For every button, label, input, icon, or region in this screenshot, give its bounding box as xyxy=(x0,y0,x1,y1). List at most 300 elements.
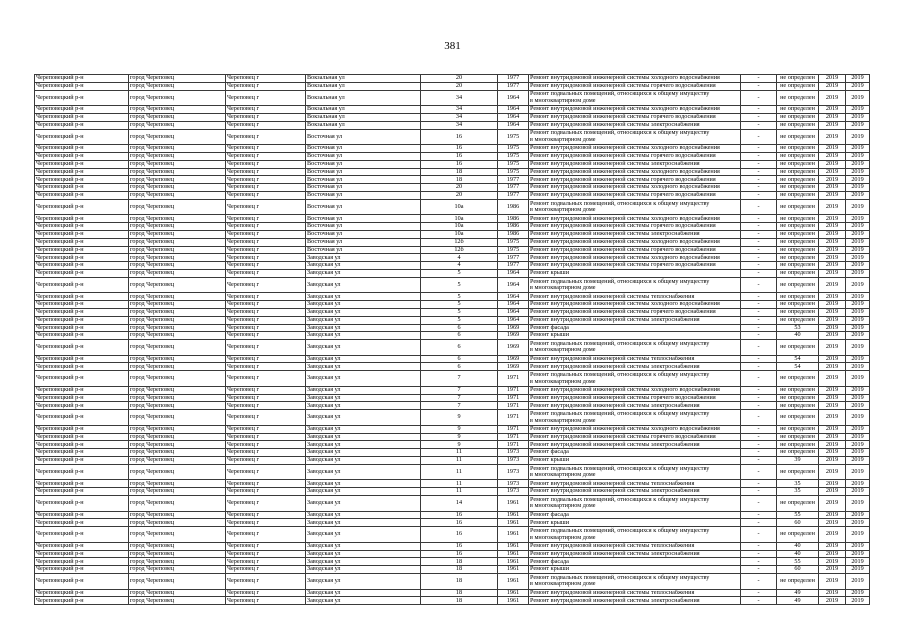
year-to-cell: 2019 xyxy=(846,566,870,573)
street-cell: Восточная ул xyxy=(306,192,421,199)
value-cell: не определен xyxy=(777,223,819,230)
settlement-cell: город Череповец xyxy=(129,363,226,370)
year-from-cell: 2019 xyxy=(819,215,846,222)
house-number-cell: 4 xyxy=(421,254,498,261)
work-description-cell: Ремонт внутридомовой инженерной системы горячего водоснабжения xyxy=(529,247,741,254)
table-row xyxy=(35,278,870,294)
district-cell: Череповецкий р-н xyxy=(35,441,129,448)
work-description-cell: Ремонт внутридомовой инженерной системы холодного водоснабжения xyxy=(529,254,741,261)
work-description-cell: Ремонт фасада xyxy=(529,558,741,565)
house-number-cell: 18 xyxy=(421,597,498,604)
value-cell: не определен xyxy=(777,247,819,254)
street-cell: Заводская ул xyxy=(306,309,421,316)
street-cell: Восточная ул xyxy=(306,231,421,238)
year-from-cell: 2019 xyxy=(819,254,846,261)
locality-cell: Череповец г xyxy=(226,558,306,565)
value-cell: 40 xyxy=(777,332,819,339)
house-number-cell: 7 xyxy=(421,371,498,386)
settlement-cell: город Череповец xyxy=(129,519,226,526)
work-description-cell: Ремонт внутридомовой инженерной системы теплоснабжения xyxy=(529,356,741,363)
year-cell: 1961 xyxy=(498,551,529,558)
year-from-cell: 2019 xyxy=(819,551,846,558)
year-from-cell: 2019 xyxy=(819,457,846,464)
table-row xyxy=(35,75,870,83)
year-to-cell: 2019 xyxy=(846,231,870,238)
house-number-cell: 18 xyxy=(421,169,498,176)
year-to-cell: 2019 xyxy=(846,270,870,277)
table-row xyxy=(35,293,870,301)
house-number-cell: 5 xyxy=(421,317,498,324)
year-cell: 1973 xyxy=(498,457,529,464)
district-cell: Череповецкий р-н xyxy=(35,161,129,168)
work-description-cell: Ремонт фасада xyxy=(529,512,741,519)
year-to-cell: 2019 xyxy=(846,83,870,90)
house-number-cell: 16 xyxy=(421,512,498,519)
street-cell: Заводская ул xyxy=(306,449,421,456)
work-description-cell: Ремонт внутридомовой инженерной системы холодного водоснабжения xyxy=(529,426,741,433)
year-from-cell: 2019 xyxy=(819,91,846,106)
settlement-cell: город Череповец xyxy=(129,254,226,261)
work-description-cell: Ремонт внутридомовой инженерной системы холодного водоснабжения xyxy=(529,239,741,246)
year-cell: 1971 xyxy=(498,387,529,394)
street-cell: Вокзальная ул xyxy=(306,75,421,82)
work-description-cell: Ремонт внутридомовой инженерной системы холодного водоснабжения xyxy=(529,169,741,176)
year-cell: 1961 xyxy=(498,566,529,573)
year-cell: 1977 xyxy=(498,254,529,261)
street-cell: Заводская ул xyxy=(306,410,421,425)
settlement-cell: город Череповец xyxy=(129,83,226,90)
work-description-cell: Ремонт внутридомовой инженерной системы электроснабжения xyxy=(529,161,741,168)
settlement-cell: город Череповец xyxy=(129,278,226,293)
year-cell: 1971 xyxy=(498,410,529,425)
dash-cell: - xyxy=(741,590,777,597)
table-row xyxy=(35,231,870,239)
settlement-cell: город Череповец xyxy=(129,270,226,277)
house-number-cell: 10а xyxy=(421,231,498,238)
district-cell: Череповецкий р-н xyxy=(35,597,129,604)
settlement-cell: город Череповец xyxy=(129,574,226,589)
work-description-cell: Ремонт подвальных помещений, относящихся к общему имуществу в многоквартирном доме xyxy=(529,340,741,355)
dash-cell: - xyxy=(741,169,777,176)
street-cell: Заводская ул xyxy=(306,566,421,573)
district-cell: Череповецкий р-н xyxy=(35,278,129,293)
year-from-cell: 2019 xyxy=(819,496,846,511)
house-number-cell: 6 xyxy=(421,356,498,363)
table-row xyxy=(35,184,870,192)
table-row xyxy=(35,395,870,403)
year-cell: 1986 xyxy=(498,200,529,215)
value-cell: не определен xyxy=(777,122,819,129)
settlement-cell: город Череповец xyxy=(129,395,226,402)
table-row xyxy=(35,254,870,262)
year-cell: 1971 xyxy=(498,395,529,402)
settlement-cell: город Череповец xyxy=(129,488,226,495)
street-cell: Заводская ул xyxy=(306,395,421,402)
work-description-cell: Ремонт внутридомовой инженерной системы холодного водоснабжения xyxy=(529,215,741,222)
locality-cell: Череповец г xyxy=(226,215,306,222)
district-cell: Череповецкий р-н xyxy=(35,551,129,558)
locality-cell: Череповец г xyxy=(226,114,306,121)
year-from-cell: 2019 xyxy=(819,402,846,409)
value-cell: 54 xyxy=(777,363,819,370)
street-cell: Восточная ул xyxy=(306,200,421,215)
settlement-cell: город Череповец xyxy=(129,527,226,542)
locality-cell: Череповец г xyxy=(226,395,306,402)
settlement-cell: город Череповец xyxy=(129,356,226,363)
year-from-cell: 2019 xyxy=(819,153,846,160)
value-cell: не определен xyxy=(777,317,819,324)
settlement-cell: город Череповец xyxy=(129,200,226,215)
year-to-cell: 2019 xyxy=(846,543,870,550)
table-row xyxy=(35,449,870,457)
street-cell: Восточная ул xyxy=(306,247,421,254)
street-cell: Заводская ул xyxy=(306,387,421,394)
dash-cell: - xyxy=(741,395,777,402)
table-row xyxy=(35,363,870,371)
house-number-cell: 10а xyxy=(421,200,498,215)
district-cell: Череповецкий р-н xyxy=(35,200,129,215)
work-description-cell: Ремонт подвальных помещений, относящихся к общему имуществу в многоквартирном доме xyxy=(529,527,741,542)
house-number-cell: 16 xyxy=(421,153,498,160)
settlement-cell: город Череповец xyxy=(129,184,226,191)
page-number: 381 xyxy=(444,40,461,52)
street-cell: Заводская ул xyxy=(306,356,421,363)
district-cell: Череповецкий р-н xyxy=(35,457,129,464)
dash-cell: - xyxy=(741,161,777,168)
dash-cell: - xyxy=(741,457,777,464)
value-cell: не определен xyxy=(777,449,819,456)
locality-cell: Череповец г xyxy=(226,301,306,308)
dash-cell: - xyxy=(741,496,777,511)
street-cell: Восточная ул xyxy=(306,176,421,183)
table-row xyxy=(35,574,870,590)
year-cell: 1964 xyxy=(498,278,529,293)
value-cell: 55 xyxy=(777,558,819,565)
table-row xyxy=(35,519,870,527)
locality-cell: Череповец г xyxy=(226,410,306,425)
settlement-cell: город Череповец xyxy=(129,512,226,519)
dash-cell: - xyxy=(741,488,777,495)
dash-cell: - xyxy=(741,200,777,215)
value-cell: не определен xyxy=(777,114,819,121)
table-row xyxy=(35,410,870,426)
dash-cell: - xyxy=(741,293,777,300)
locality-cell: Череповец г xyxy=(226,247,306,254)
year-from-cell: 2019 xyxy=(819,309,846,316)
work-description-cell: Ремонт подвальных помещений, относящихся к общему имуществу в многоквартирном доме xyxy=(529,496,741,511)
settlement-cell: город Череповец xyxy=(129,387,226,394)
work-description-cell: Ремонт внутридомовой инженерной системы холодного водоснабжения xyxy=(529,106,741,113)
locality-cell: Череповец г xyxy=(226,543,306,550)
work-description-cell: Ремонт подвальных помещений, относящихся к общему имуществу в многоквартирном доме xyxy=(529,410,741,425)
year-to-cell: 2019 xyxy=(846,247,870,254)
value-cell: не определен xyxy=(777,91,819,106)
table-row xyxy=(35,169,870,177)
locality-cell: Череповец г xyxy=(226,91,306,106)
table-row xyxy=(35,543,870,551)
district-cell: Череповецкий р-н xyxy=(35,309,129,316)
work-description-cell: Ремонт внутридомовой инженерной системы горячего водоснабжения xyxy=(529,434,741,441)
district-cell: Череповецкий р-н xyxy=(35,184,129,191)
district-cell: Череповецкий р-н xyxy=(35,270,129,277)
work-description-cell: Ремонт крыши xyxy=(529,566,741,573)
district-cell: Череповецкий р-н xyxy=(35,543,129,550)
value-cell: не определен xyxy=(777,262,819,269)
value-cell: не определен xyxy=(777,426,819,433)
district-cell: Череповецкий р-н xyxy=(35,145,129,152)
locality-cell: Череповец г xyxy=(226,512,306,519)
locality-cell: Череповец г xyxy=(226,434,306,441)
year-from-cell: 2019 xyxy=(819,480,846,487)
work-description-cell: Ремонт крыши xyxy=(529,332,741,339)
year-from-cell: 2019 xyxy=(819,387,846,394)
value-cell: не определен xyxy=(777,176,819,183)
table-row xyxy=(35,387,870,395)
year-cell: 1964 xyxy=(498,91,529,106)
district-cell: Череповецкий р-н xyxy=(35,247,129,254)
table-row xyxy=(35,114,870,122)
district-cell: Череповецкий р-н xyxy=(35,402,129,409)
year-to-cell: 2019 xyxy=(846,387,870,394)
year-from-cell: 2019 xyxy=(819,558,846,565)
year-from-cell: 2019 xyxy=(819,325,846,332)
district-cell: Череповецкий р-н xyxy=(35,106,129,113)
year-from-cell: 2019 xyxy=(819,114,846,121)
house-number-cell: 7 xyxy=(421,395,498,402)
settlement-cell: город Череповец xyxy=(129,153,226,160)
street-cell: Восточная ул xyxy=(306,169,421,176)
year-cell: 1975 xyxy=(498,145,529,152)
table-row xyxy=(35,356,870,364)
table-row xyxy=(35,512,870,520)
house-number-cell: 34 xyxy=(421,106,498,113)
house-number-cell: 16 xyxy=(421,130,498,145)
house-number-cell: 11 xyxy=(421,449,498,456)
year-from-cell: 2019 xyxy=(819,363,846,370)
value-cell: не определен xyxy=(777,145,819,152)
dash-cell: - xyxy=(741,402,777,409)
district-cell: Череповецкий р-н xyxy=(35,512,129,519)
table-row xyxy=(35,309,870,317)
year-from-cell: 2019 xyxy=(819,371,846,386)
district-cell: Череповецкий р-н xyxy=(35,527,129,542)
value-cell: не определен xyxy=(777,192,819,199)
house-number-cell: 11 xyxy=(421,465,498,480)
year-from-cell: 2019 xyxy=(819,106,846,113)
year-to-cell: 2019 xyxy=(846,558,870,565)
year-to-cell: 2019 xyxy=(846,496,870,511)
year-to-cell: 2019 xyxy=(846,480,870,487)
locality-cell: Череповец г xyxy=(226,254,306,261)
year-cell: 1964 xyxy=(498,301,529,308)
locality-cell: Череповец г xyxy=(226,75,306,82)
table-row xyxy=(35,551,870,559)
year-to-cell: 2019 xyxy=(846,145,870,152)
locality-cell: Череповец г xyxy=(226,309,306,316)
year-from-cell: 2019 xyxy=(819,176,846,183)
district-cell: Череповецкий р-н xyxy=(35,223,129,230)
house-number-cell: 10а xyxy=(421,223,498,230)
street-cell: Заводская ул xyxy=(306,558,421,565)
year-from-cell: 2019 xyxy=(819,184,846,191)
locality-cell: Череповец г xyxy=(226,106,306,113)
district-cell: Череповецкий р-н xyxy=(35,449,129,456)
settlement-cell: город Череповец xyxy=(129,480,226,487)
year-to-cell: 2019 xyxy=(846,176,870,183)
year-cell: 1961 xyxy=(498,496,529,511)
table-row xyxy=(35,426,870,434)
house-number-cell: 34 xyxy=(421,91,498,106)
district-cell: Череповецкий р-н xyxy=(35,519,129,526)
work-description-cell: Ремонт внутридомовой инженерной системы горячего водоснабжения xyxy=(529,395,741,402)
table-row xyxy=(35,332,870,340)
dash-cell: - xyxy=(741,410,777,425)
year-from-cell: 2019 xyxy=(819,340,846,355)
dash-cell: - xyxy=(741,441,777,448)
house-number-cell: 5 xyxy=(421,301,498,308)
value-cell: не определен xyxy=(777,200,819,215)
dash-cell: - xyxy=(741,262,777,269)
district-cell: Череповецкий р-н xyxy=(35,192,129,199)
house-number-cell: 20 xyxy=(421,192,498,199)
year-from-cell: 2019 xyxy=(819,488,846,495)
settlement-cell: город Череповец xyxy=(129,114,226,121)
district-cell: Череповецкий р-н xyxy=(35,434,129,441)
year-to-cell: 2019 xyxy=(846,215,870,222)
year-cell: 1975 xyxy=(498,153,529,160)
table-row xyxy=(35,215,870,223)
year-cell: 1961 xyxy=(498,574,529,589)
settlement-cell: город Череповец xyxy=(129,434,226,441)
year-from-cell: 2019 xyxy=(819,301,846,308)
year-cell: 1971 xyxy=(498,441,529,448)
dash-cell: - xyxy=(741,239,777,246)
street-cell: Восточная ул xyxy=(306,161,421,168)
value-cell: 60 xyxy=(777,566,819,573)
table-row xyxy=(35,200,870,216)
value-cell: 60 xyxy=(777,519,819,526)
locality-cell: Череповец г xyxy=(226,449,306,456)
district-cell: Череповецкий р-н xyxy=(35,75,129,82)
value-cell: не определен xyxy=(777,215,819,222)
value-cell: не определен xyxy=(777,371,819,386)
locality-cell: Череповец г xyxy=(226,387,306,394)
year-from-cell: 2019 xyxy=(819,449,846,456)
settlement-cell: город Череповец xyxy=(129,239,226,246)
street-cell: Восточная ул xyxy=(306,215,421,222)
dash-cell: - xyxy=(741,270,777,277)
street-cell: Заводская ул xyxy=(306,441,421,448)
year-to-cell: 2019 xyxy=(846,184,870,191)
value-cell: 40 xyxy=(777,543,819,550)
table-row xyxy=(35,247,870,255)
locality-cell: Череповец г xyxy=(226,169,306,176)
district-cell: Череповецкий р-н xyxy=(35,574,129,589)
district-cell: Череповецкий р-н xyxy=(35,153,129,160)
dash-cell: - xyxy=(741,75,777,82)
year-cell: 1961 xyxy=(498,543,529,550)
work-description-cell: Ремонт внутридомовой инженерной системы электроснабжения xyxy=(529,363,741,370)
street-cell: Заводская ул xyxy=(306,496,421,511)
year-to-cell: 2019 xyxy=(846,402,870,409)
street-cell: Заводская ул xyxy=(306,426,421,433)
year-to-cell: 2019 xyxy=(846,457,870,464)
district-cell: Череповецкий р-н xyxy=(35,387,129,394)
settlement-cell: город Череповец xyxy=(129,247,226,254)
work-description-cell: Ремонт внутридомовой инженерной системы холодного водоснабжения xyxy=(529,387,741,394)
street-cell: Восточная ул xyxy=(306,184,421,191)
year-to-cell: 2019 xyxy=(846,434,870,441)
year-to-cell: 2019 xyxy=(846,114,870,121)
year-cell: 1964 xyxy=(498,317,529,324)
street-cell: Заводская ул xyxy=(306,488,421,495)
year-cell: 1961 xyxy=(498,512,529,519)
street-cell: Заводская ул xyxy=(306,293,421,300)
year-cell: 1971 xyxy=(498,402,529,409)
settlement-cell: город Череповец xyxy=(129,496,226,511)
house-number-cell: 9 xyxy=(421,434,498,441)
year-cell: 1986 xyxy=(498,223,529,230)
settlement-cell: город Череповец xyxy=(129,457,226,464)
street-cell: Восточная ул xyxy=(306,239,421,246)
year-to-cell: 2019 xyxy=(846,488,870,495)
year-from-cell: 2019 xyxy=(819,519,846,526)
value-cell: не определен xyxy=(777,395,819,402)
locality-cell: Череповец г xyxy=(226,371,306,386)
work-description-cell: Ремонт внутридомовой инженерной системы горячего водоснабжения xyxy=(529,83,741,90)
dash-cell: - xyxy=(741,597,777,604)
house-number-cell: 16 xyxy=(421,519,498,526)
value-cell: не определен xyxy=(777,130,819,145)
district-cell: Череповецкий р-н xyxy=(35,566,129,573)
value-cell: не определен xyxy=(777,410,819,425)
work-description-cell: Ремонт фасада xyxy=(529,325,741,332)
dash-cell: - xyxy=(741,434,777,441)
year-cell: 1964 xyxy=(498,309,529,316)
year-cell: 1961 xyxy=(498,558,529,565)
value-cell: 55 xyxy=(777,512,819,519)
dash-cell: - xyxy=(741,317,777,324)
dash-cell: - xyxy=(741,387,777,394)
year-from-cell: 2019 xyxy=(819,465,846,480)
house-number-cell: 11 xyxy=(421,480,498,487)
street-cell: Заводская ул xyxy=(306,278,421,293)
year-from-cell: 2019 xyxy=(819,192,846,199)
district-cell: Череповецкий р-н xyxy=(35,488,129,495)
value-cell: не определен xyxy=(777,434,819,441)
year-cell: 1977 xyxy=(498,75,529,82)
settlement-cell: город Череповец xyxy=(129,169,226,176)
locality-cell: Череповец г xyxy=(226,184,306,191)
table-row xyxy=(35,340,870,356)
dash-cell: - xyxy=(741,356,777,363)
year-cell: 1975 xyxy=(498,169,529,176)
settlement-cell: город Череповец xyxy=(129,543,226,550)
locality-cell: Череповец г xyxy=(226,590,306,597)
house-number-cell: 9 xyxy=(421,410,498,425)
year-cell: 1964 xyxy=(498,270,529,277)
table-row xyxy=(35,597,870,605)
dash-cell: - xyxy=(741,122,777,129)
dash-cell: - xyxy=(741,83,777,90)
value-cell: не определен xyxy=(777,301,819,308)
street-cell: Заводская ул xyxy=(306,363,421,370)
year-from-cell: 2019 xyxy=(819,247,846,254)
value-cell: не определен xyxy=(777,270,819,277)
work-description-cell: Ремонт подвальных помещений, относящихся к общему имуществу в многоквартирном доме xyxy=(529,130,741,145)
year-from-cell: 2019 xyxy=(819,223,846,230)
year-cell: 1975 xyxy=(498,239,529,246)
